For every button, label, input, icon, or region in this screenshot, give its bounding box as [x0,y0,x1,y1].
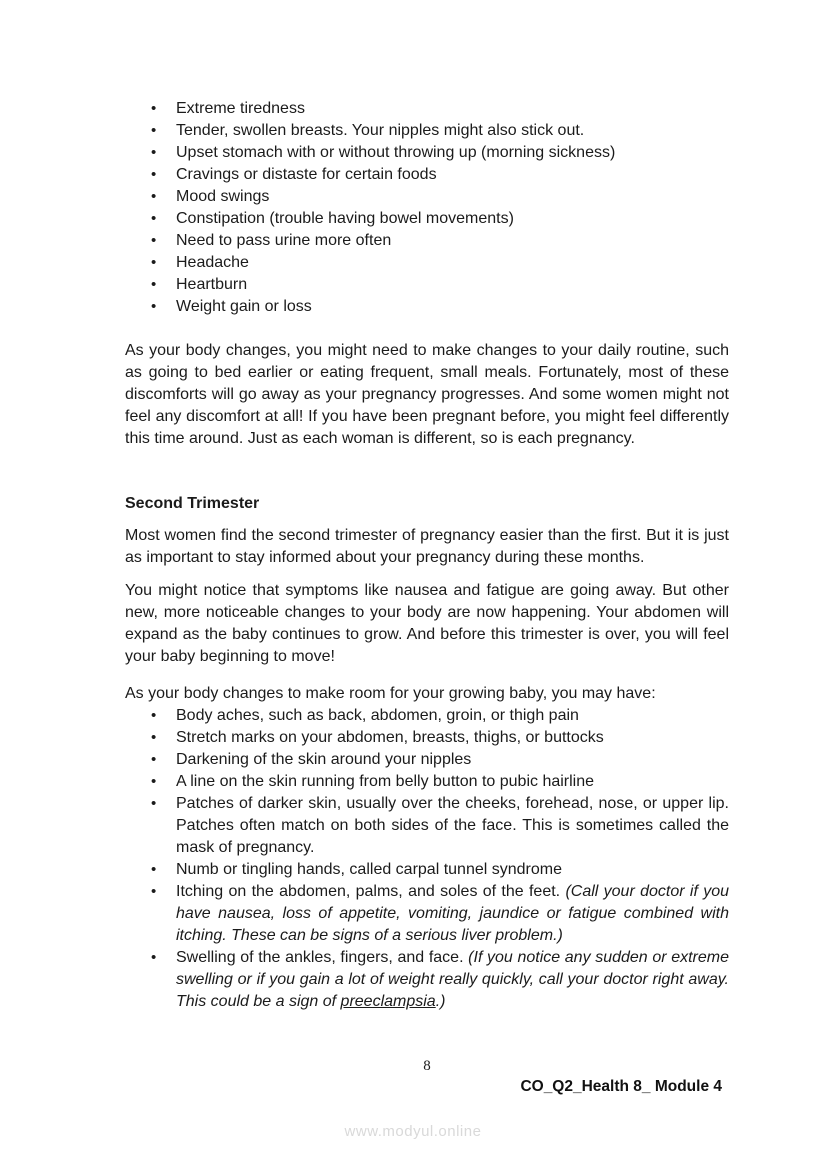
text-segment: Heartburn [176,276,248,293]
paragraph-body-changes: As your body changes, you might need to make changes to your daily routine, such as going to bed earlier or eating frequent, small meals. Fortunately, most of these discomforts will go away as your pregnancy progresses. And some women might not feel any discomfort at all! If you have been pregnant before, you might feel differently this time around. Just as each woman is different, so is each pregnancy. [125,342,729,447]
text-segment: Itching on the abdomen, palms, and soles of the feet. [176,883,566,900]
text-segment: Constipation (trouble having bowel movements) [176,210,514,227]
text-segment: A line on the skin running from belly button to pubic hairline [176,773,595,790]
text-segment: Numb or tingling hands, called carpal tunnel syndrome [176,861,562,878]
heading-second-trimester: Second Trimester [125,495,260,512]
text-segment: (Call your doctor if you have nausea, loss of appetite, vomiting, jaundice or fatigue combined with itching. These can be signs of a serious liver problem.) [176,883,729,944]
list-item [176,859,729,881]
paragraph-you-might-notice: You might notice that symptoms like nausea and fatigue are going away. But other new, more noticeable changes to your body are now happening. Your abdomen will expand as the baby continues to grow. And before this trimester is over, you will feel your baby beginning to move! [125,582,729,665]
footer-module-label: CO_Q2_Health 8_ Module 4 [520,1078,722,1095]
list-item [176,749,729,771]
list-item [176,705,729,727]
paragraph-growing-baby: As your body changes to make room for your growing baby, you may have: [125,685,656,702]
text-segment: Weight gain or loss [176,298,312,315]
list-item [176,98,729,120]
text-segment: Extreme tiredness [176,100,305,117]
second-trimester-symptom-list [125,705,729,1013]
list-item [176,274,729,296]
text-segment: Cravings or distaste for certain foods [176,166,437,183]
page-number: 8 [423,1058,431,1074]
text-segment: Mood swings [176,188,270,205]
text-segment: Tender, swollen breasts. Your nipples might also stick out. [176,122,585,139]
list-item [176,186,729,208]
text-segment: Stretch marks on your abdomen, breasts, thighs, or buttocks [176,729,604,746]
text-segment: Need to pass urine more often [176,232,392,249]
first-trimester-symptom-list [125,98,729,318]
text-segment: Darkening of the skin around your nipples [176,751,472,768]
list-item [176,947,729,1013]
list-item [176,230,729,252]
watermark: www.modyul.online [344,1123,482,1140]
list-item [176,296,729,318]
text-segment: Upset stomach with or without throwing up (morning sickness) [176,144,616,161]
list-item [176,793,729,859]
text-segment: .) [435,993,446,1010]
list-item [176,252,729,274]
text-segment: Body aches, such as back, abdomen, groin, or thigh pain [176,707,579,724]
list-item [176,120,729,142]
text-segment: Swelling of the ankles, fingers, and face. [176,949,469,966]
page-content [125,98,729,1013]
text-segment: preeclampsia [340,993,436,1010]
text-segment: Headache [176,254,249,271]
list-item [176,142,729,164]
list-item [176,881,729,947]
text-segment: Patches of darker skin, usually over the cheeks, forehead, nose, or upper lip. Patches often match on both sides of the face. This is sometimes called the mask of pregnancy. [176,795,729,856]
list-item [176,164,729,186]
list-item [176,208,729,230]
text-segment: (If you notice any sudden or extreme swelling or if you gain a lot of weight really quickly, call your doctor right away. This could be a sign of [176,949,729,1010]
list-item [176,727,729,749]
paragraph-most-women: Most women find the second trimester of pregnancy easier than the first. But it is just as important to stay informed about your pregnancy during these months. [125,527,729,566]
list-item [176,771,729,793]
